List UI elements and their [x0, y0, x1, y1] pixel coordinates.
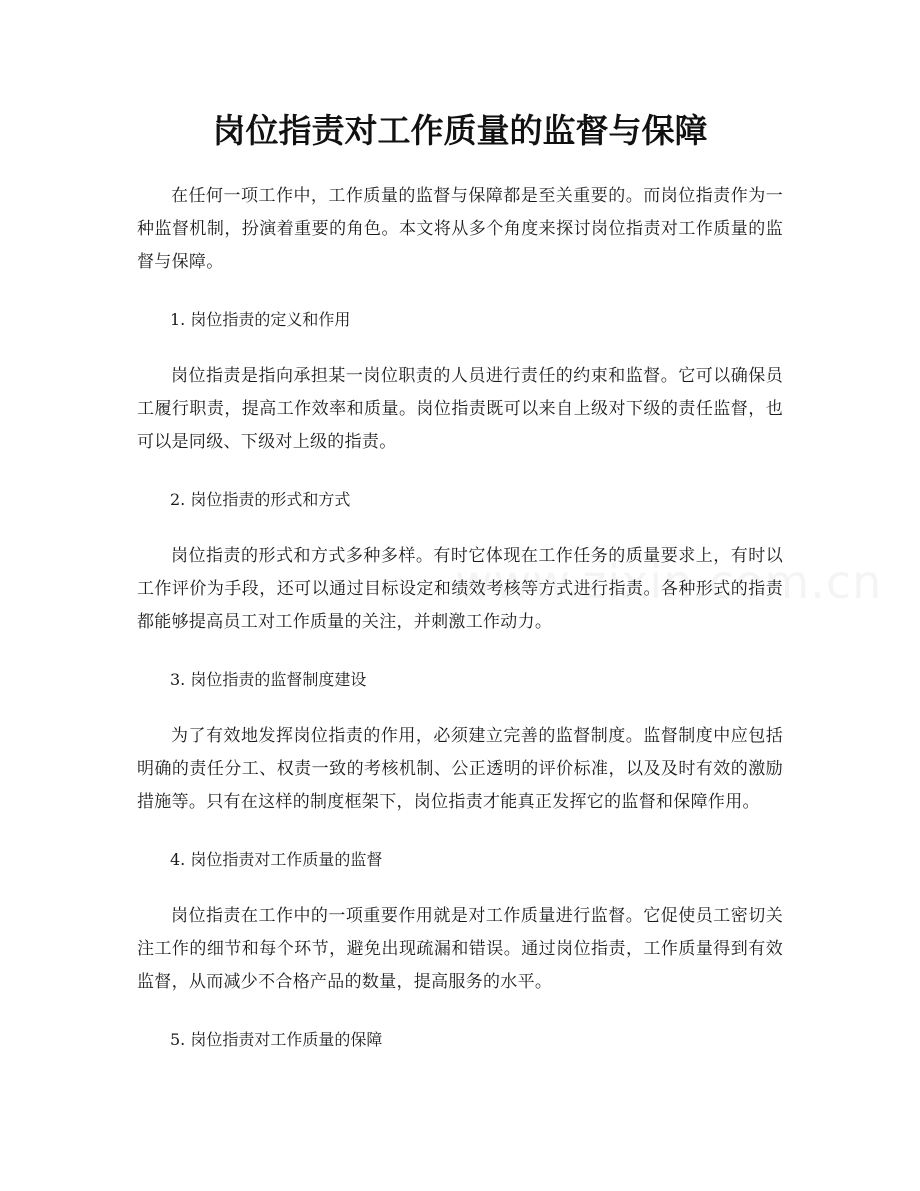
section-heading-1: 1. 岗位指责的定义和作用	[170, 310, 351, 329]
document-body	[137, 180, 783, 1080]
intro-paragraph: 在任何一项工作中，工作质量的监督与保障都是至关重要的。而岗位指责作为一种监督机制，扮演着重要的角色。本文将从多个角度来探讨岗位指责对工作质量的监督与保障。	[137, 186, 783, 272]
document-title: 岗位指责对工作质量的监督与保障	[212, 111, 708, 150]
section-body-3: 为了有效地发挥岗位指责的作用，必须建立完善的监督制度。监督制度中应包括明确的责任分工、权责一致的考核机制、公正透明的评价标准，以及及时有效的激励措施等。只有在这样的制度框架下，岗位指责才能真正发挥它的监督和保障作用。	[137, 726, 783, 812]
section-heading-3: 3. 岗位指责的监督制度建设	[170, 670, 367, 689]
section-body-4: 岗位指责在工作中的一项重要作用就是对工作质量进行监督。它促使员工密切关注工作的细节和每个环节，避免出现疏漏和错误。通过岗位指责，工作质量得到有效监督，从而减少不合格产品的数量，提高服务的水平。	[137, 906, 783, 992]
section-heading-4: 4. 岗位指责对工作质量的监督	[170, 850, 383, 869]
section-body-1: 岗位指责是指向承担某一岗位职责的人员进行责任的约束和监督。它可以确保员工履行职责，提高工作效率和质量。岗位指责既可以来自上级对下级的责任监督，也可以是同级、下级对上级的指责。	[137, 366, 783, 452]
section-heading-5: 5. 岗位指责对工作质量的保障	[170, 1030, 383, 1049]
section-body-2: 岗位指责的形式和方式多种多样。有时它体现在工作任务的质量要求上，有时以工作评价为手段，还可以通过目标设定和绩效考核等方式进行指责。各种形式的指责都能够提高员工对工作质量的关注，并刺激工作动力。	[137, 546, 783, 632]
section-heading-2: 2. 岗位指责的形式和方式	[170, 490, 351, 509]
